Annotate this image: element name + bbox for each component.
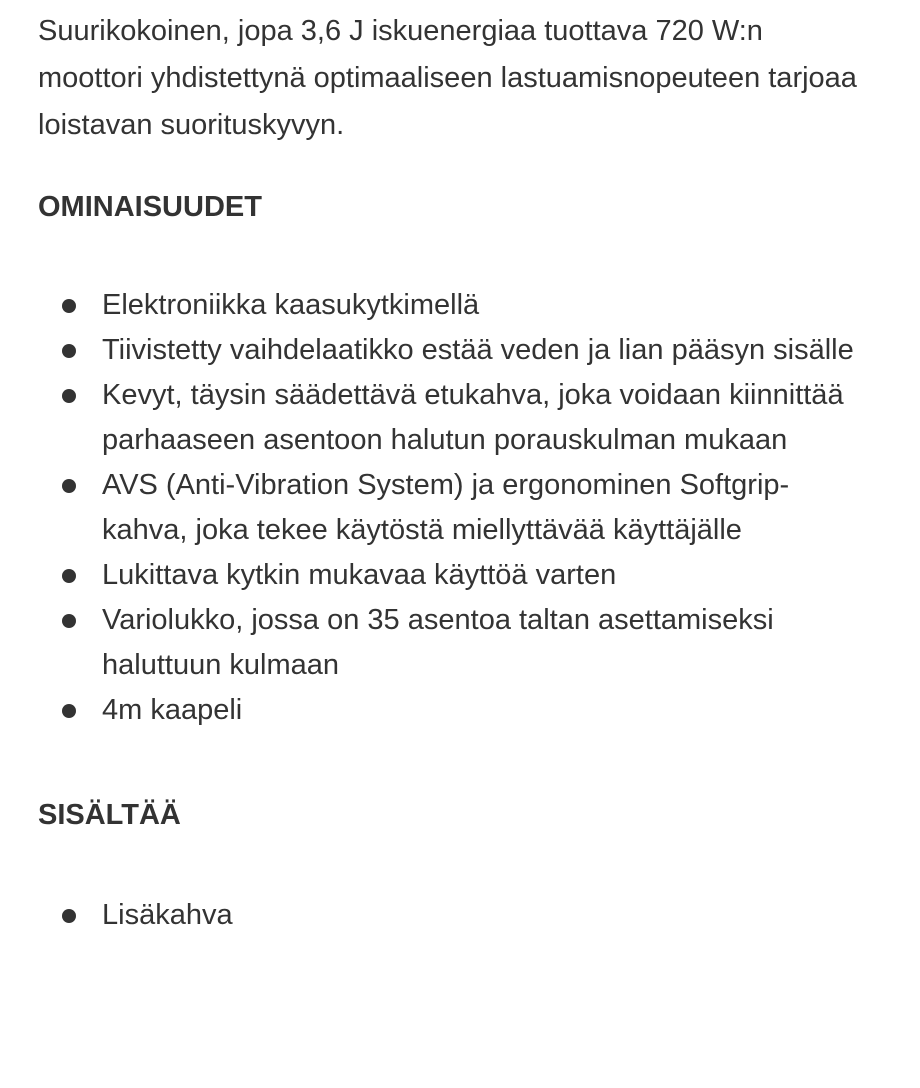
list-item-text: Variolukko, jossa on 35 asentoa taltan asettamiseksi haluttuun kulmaan: [102, 604, 774, 681]
intro-paragraph: Suurikokoinen, jopa 3,6 J iskuenergiaa tuottava 720 W:n moottori yhdistettynä optimaaliseen lastuamisnopeuteen tarjoaa loistavan suorituskyvyn.: [38, 15, 857, 141]
bullet-icon: [62, 299, 76, 313]
list-item: [38, 598, 860, 688]
list-item: [38, 373, 860, 463]
bullet-icon: [62, 704, 76, 718]
includes-list: [38, 893, 860, 938]
list-item: [38, 553, 860, 598]
bullet-icon: [62, 614, 76, 628]
bullet-icon: [62, 569, 76, 583]
list-item: [38, 283, 860, 328]
features-heading: OMINAISUUDET: [38, 191, 262, 223]
bullet-icon: [62, 479, 76, 493]
list-item: [38, 893, 860, 938]
features-list: [38, 283, 860, 733]
includes-heading: SISÄLTÄÄ: [38, 799, 181, 831]
list-item-text: Tiivistetty vaihdelaatikko estää veden ja lian pääsyn sisälle: [102, 334, 854, 366]
list-item-text: Kevyt, täysin säädettävä etukahva, joka voidaan kiinnittää parhaaseen asentoon halutun porauskulman mukaan: [102, 379, 844, 456]
bullet-icon: [62, 344, 76, 358]
bullet-icon: [62, 389, 76, 403]
list-item: [38, 463, 860, 553]
list-item: [38, 688, 860, 733]
list-item-text: Lukittava kytkin mukavaa käyttöä varten: [102, 559, 617, 591]
product-description: [0, 8, 920, 938]
list-item-text: AVS (Anti-Vibration System) ja ergonominen Softgrip-kahva, joka tekee käytöstä miellyttävää käyttäjälle: [102, 469, 790, 546]
list-item-text: Elektroniikka kaasukytkimellä: [102, 289, 480, 321]
list-item: [38, 328, 860, 373]
list-item-text: Lisäkahva: [102, 899, 233, 931]
list-item-text: 4m kaapeli: [102, 694, 243, 726]
bullet-icon: [62, 909, 76, 923]
